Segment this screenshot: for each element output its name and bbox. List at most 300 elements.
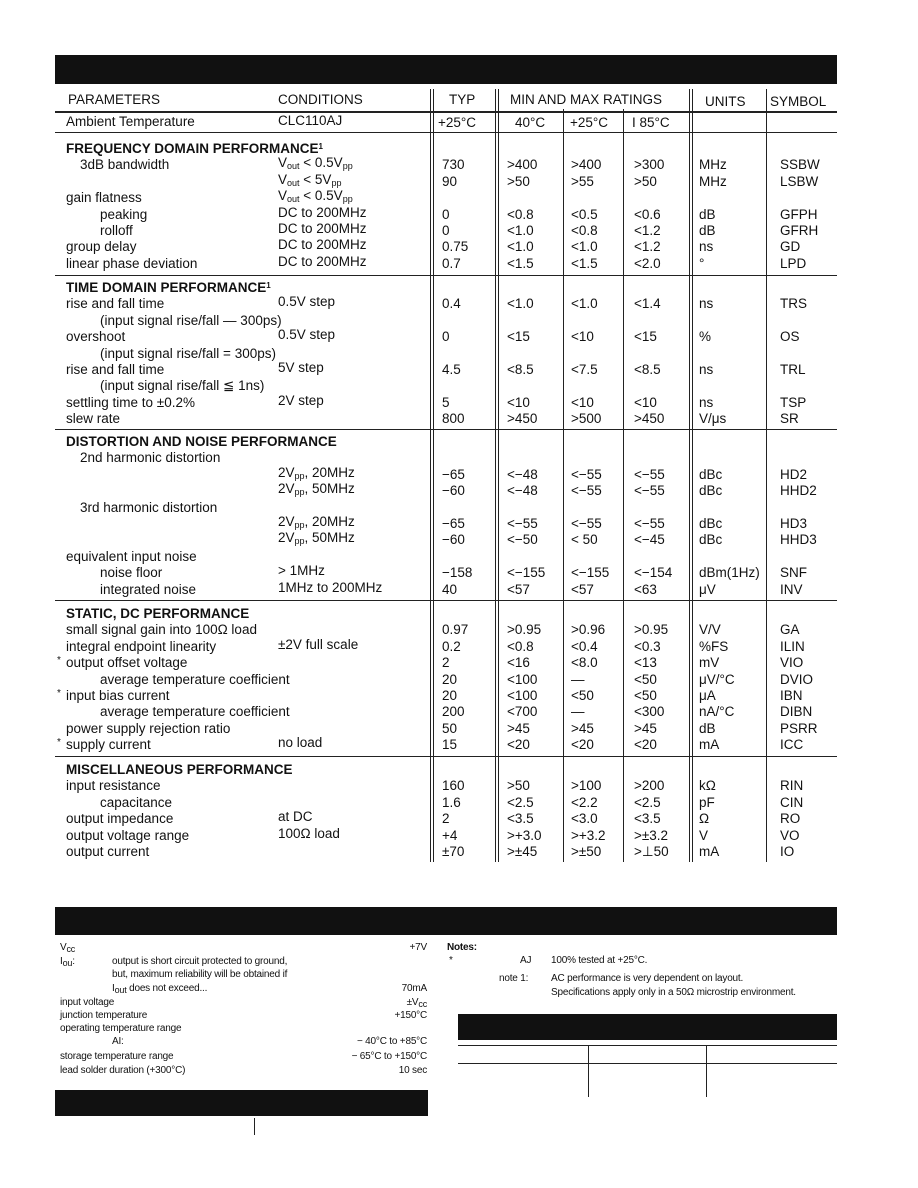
condition-text: $V_{out} < 0.5V_{pp}$ (278, 155, 353, 172)
symbol-code: GD (780, 239, 801, 255)
parameter-label: group delay (66, 239, 137, 255)
min-max-value-hot: <1.2 (634, 239, 661, 255)
min-max-value-cold: >450 (507, 411, 538, 427)
symbol-code: TRS (780, 296, 807, 312)
typ-value: 20 (442, 671, 458, 687)
unit-label: Ω (699, 811, 710, 827)
min-max-value-hot: <20 (634, 737, 657, 753)
min-max-value-room: <−155 (571, 565, 610, 581)
symbol-code: SSBW (780, 157, 820, 173)
typ-value: 200 (442, 704, 465, 720)
footnote-star: * (57, 737, 61, 749)
column-header-conditions: CONDITIONS (278, 92, 363, 107)
parameter-label: supply current (66, 737, 151, 753)
typ-value: 0.97 (442, 622, 469, 638)
parameter-label: output voltage range (66, 827, 190, 843)
section-title: STATIC, DC PERFORMANCE (66, 606, 250, 621)
parameter-label: (input signal rise/fall ≦ 1ns) (100, 378, 265, 394)
min-max-value-cold: <1.5 (507, 255, 534, 271)
min-max-value-cold: <−48 (507, 483, 538, 499)
min-max-value-room: >400 (571, 157, 602, 173)
typ-value: ±70 (442, 844, 465, 859)
absolute-max-header-bar (55, 907, 837, 935)
unit-label: kΩ (699, 778, 716, 794)
unit-label: ns (699, 394, 714, 410)
min-max-value-room: <−55 (571, 516, 602, 531)
parameter-label: linear phase deviation (66, 255, 198, 271)
typ-value: 1.6 (442, 794, 461, 810)
unit-label: MHz (699, 157, 727, 173)
column-divider (623, 109, 624, 862)
min-max-value-cold: <0.8 (507, 206, 534, 222)
parameter-label: gain flatness (66, 190, 142, 206)
parameter-label: 3rd harmonic distortion (80, 499, 218, 515)
parameter-label: power supply rejection ratio (66, 720, 231, 736)
typ-value: 4.5 (442, 362, 461, 377)
min-max-value-hot: <−154 (634, 565, 673, 581)
parameter-label: noise floor (100, 565, 163, 581)
unit-label: %FS (699, 638, 729, 654)
parameter-label: 2nd harmonic distortion (80, 450, 221, 466)
parameter-label: peaking (100, 206, 148, 222)
symbol-code: SR (780, 411, 799, 427)
note1-text-continued: Specifications apply only in a 50Ω microstrip environment. (551, 987, 796, 998)
parameter-label: rise and fall time (66, 362, 165, 377)
section-rule (55, 600, 837, 601)
condition-text: 0.5V step (278, 327, 336, 343)
min-max-value-cold: <8.5 (507, 362, 534, 377)
min-max-value-room: — (571, 671, 585, 687)
min-max-value-hot: <8.5 (634, 362, 661, 377)
min-max-value-cold: <1.0 (507, 239, 534, 255)
symbol-code: DIBN (780, 704, 813, 720)
unit-label: dBc (699, 466, 723, 482)
column-divider (433, 89, 434, 862)
min-max-value-room: < 50 (571, 532, 598, 548)
typ-value: 15 (442, 737, 458, 753)
min-max-value-room: — (571, 704, 585, 720)
ordering-table-divider (588, 1045, 589, 1097)
min-max-value-hot: <0.3 (634, 638, 661, 654)
symbol-code: VO (780, 827, 800, 843)
min-max-value-room: <−55 (571, 483, 602, 499)
notes-star: * (449, 955, 453, 966)
notes-aj-text: 100% tested at +25°C. (551, 955, 648, 966)
section-title: DISTORTION AND NOISE PERFORMANCE (66, 434, 337, 449)
notes-aj-label: AJ (520, 955, 532, 966)
section-title: MISCELLANEOUS PERFORMANCE (66, 762, 293, 777)
typ-value: 2 (442, 655, 450, 671)
min-max-value-hot: <1.2 (634, 223, 661, 238)
min-max-value-hot: <−55 (634, 466, 665, 482)
min-max-value-cold: <20 (507, 737, 530, 753)
condition-text: 2V step (278, 392, 324, 408)
column-divider (563, 109, 564, 862)
symbol-code: HD3 (780, 516, 808, 531)
column-divider (430, 89, 431, 862)
parameter-label: settling time to ±0.2% (66, 394, 195, 410)
column-divider (689, 89, 690, 862)
min-max-value-room: <2.2 (571, 794, 598, 810)
ambient-typ: +25°C (438, 115, 477, 130)
min-max-value-hot: <63 (634, 581, 657, 597)
min-max-value-room: >0.96 (571, 622, 606, 638)
condition-text: $V_{out} < 0.5V_{pp}$ (278, 188, 353, 205)
parameter-label: integrated noise (100, 581, 197, 597)
min-max-value-room: <3.0 (571, 811, 598, 827)
parameter-label: input resistance (66, 778, 161, 794)
condition-text: DC to 200MHz (278, 204, 367, 220)
ordering-table-divider (706, 1045, 707, 1097)
min-max-value-hot: <2.5 (634, 794, 661, 810)
note1-label: note 1: (499, 973, 529, 984)
condition-text: DC to 200MHz (278, 253, 367, 269)
symbol-code: LSBW (780, 173, 819, 189)
typ-value: −60 (442, 532, 465, 548)
min-max-value-cold: <−55 (507, 516, 538, 531)
package-divider (254, 1118, 255, 1135)
typ-value: −60 (442, 483, 465, 499)
column-divider (692, 89, 693, 862)
min-max-value-hot: <300 (634, 704, 665, 720)
symbol-code: TRL (780, 362, 806, 377)
min-max-value-room: <10 (571, 394, 594, 410)
column-divider (766, 89, 767, 862)
symbol-code: HD2 (780, 466, 808, 482)
symbol-code: SNF (780, 565, 807, 581)
min-max-value-room: >100 (571, 778, 602, 794)
min-max-value-hot: >200 (634, 778, 665, 794)
min-max-value-cold: >400 (507, 157, 538, 173)
min-max-value-hot: <13 (634, 655, 657, 671)
parameter-label: rise and fall time (66, 296, 165, 312)
min-max-value-hot: >⊥50 (634, 844, 669, 859)
min-max-value-cold: >45 (507, 720, 530, 736)
condition-text: $2V_{pp}$, 50MHz (278, 481, 355, 498)
section-rule (55, 429, 837, 430)
parameter-label: output offset voltage (66, 655, 188, 671)
symbol-code: CIN (780, 794, 804, 810)
condition-text: $V_{out} < 5V_{pp}$ (278, 171, 342, 188)
iout-description: $I_{out}$ does not exceed... (112, 983, 208, 995)
symbol-code: TSP (780, 394, 807, 410)
typ-value: 160 (442, 778, 465, 794)
parameter-label: average temperature coefficient (100, 671, 290, 687)
min-max-value-cold: <−48 (507, 466, 538, 482)
typ-value: −65 (442, 516, 465, 531)
spec-table-header-bar (55, 55, 837, 84)
unit-label: dBc (699, 483, 723, 499)
unit-label: mA (699, 844, 720, 859)
junction-temperature-value: +150°C (394, 1010, 427, 1021)
symbol-code: GFRH (780, 223, 819, 238)
min-max-value-room: <8.0 (571, 655, 598, 671)
condition-text: at DC (278, 809, 313, 825)
min-max-value-room: <1.0 (571, 296, 598, 312)
ordering-table-rule (458, 1063, 837, 1064)
min-max-value-cold: <3.5 (507, 811, 534, 827)
unit-label: V/μs (699, 411, 727, 427)
ordering-table-rule (458, 1045, 837, 1046)
unit-label: V/V (699, 622, 721, 638)
min-max-value-cold: <16 (507, 655, 530, 671)
min-max-value-room: <10 (571, 329, 594, 345)
symbol-code: INV (780, 581, 803, 597)
package-header-bar (55, 1090, 428, 1116)
notes-title: Notes: (447, 942, 477, 953)
parameter-label: input bias current (66, 688, 170, 703)
min-max-value-hot: <2.0 (634, 255, 661, 271)
column-header-parameters: PARAMETERS (68, 92, 161, 107)
typ-value: 0.7 (442, 255, 461, 271)
typ-value: 0 (442, 329, 450, 345)
min-max-value-hot: <1.4 (634, 296, 661, 312)
column-header-typ: TYP (449, 92, 476, 107)
typ-value: +4 (442, 827, 458, 843)
min-max-value-cold: >50 (507, 778, 530, 794)
min-max-value-cold: <700 (507, 704, 538, 720)
symbol-code: LPD (780, 255, 807, 271)
unit-label: nA/°C (699, 704, 735, 720)
typ-value: −158 (442, 565, 473, 581)
min-max-value-room: >45 (571, 720, 594, 736)
parameter-label: average temperature coefficient (100, 704, 290, 720)
symbol-code: IBN (780, 688, 803, 703)
typ-value: 5 (442, 394, 450, 410)
min-max-value-cold: <−155 (507, 565, 546, 581)
min-max-value-cold: <15 (507, 329, 530, 345)
column-header-min-max: MIN AND MAX RATINGS (510, 92, 663, 107)
typ-value: 0 (442, 223, 450, 238)
unit-label: ° (699, 255, 705, 271)
min-max-value-room: >±50 (571, 844, 602, 859)
min-max-value-cold: <1.0 (507, 223, 534, 238)
typ-value: 800 (442, 411, 465, 427)
min-max-value-hot: <3.5 (634, 811, 661, 827)
ambient-temperature-label: Ambient Temperature (66, 114, 195, 129)
min-max-value-cold: <2.5 (507, 794, 534, 810)
typ-value: 730 (442, 157, 465, 173)
condition-text: $2V_{pp}$, 20MHz (278, 464, 355, 481)
storage-temperature-label: storage temperature range (60, 1051, 174, 1062)
symbol-code: HHD3 (780, 532, 817, 548)
vcc-label: $V_{cc}$ (60, 942, 76, 954)
condition-text: $2V_{pp}$, 20MHz (278, 514, 355, 530)
unit-label: MHz (699, 173, 727, 189)
min-max-value-room: <0.4 (571, 638, 598, 654)
section-title: TIME DOMAIN PERFORMANCE$^1$ (66, 280, 271, 295)
footnote-star: * (57, 655, 61, 667)
unit-label: dBm(1Hz) (699, 565, 760, 581)
min-max-value-hot: <50 (634, 688, 657, 703)
column-header-symbol: SYMBOL (770, 94, 827, 109)
iout-description: but, maximum reliability will be obtained if (112, 969, 288, 980)
operating-temperature-label: operating temperature range (60, 1023, 182, 1034)
parameter-label: equivalent input noise (66, 548, 197, 564)
unit-label: μV (699, 581, 716, 597)
symbol-code: GA (780, 622, 800, 638)
unit-label: dB (699, 720, 716, 736)
iout-value: 70mA (401, 983, 427, 994)
lead-solder-duration-label: lead solder duration (+300°C) (60, 1065, 186, 1076)
condition-text: 1MHz to 200MHz (278, 579, 383, 595)
typ-value: 2 (442, 811, 450, 827)
section-rule (55, 275, 837, 276)
unit-label: dBc (699, 516, 723, 531)
parameter-label: (input signal rise/fall = 300ps) (100, 345, 276, 361)
condition-text: DC to 200MHz (278, 221, 367, 236)
condition-text: $2V_{pp}$, 50MHz (278, 530, 355, 547)
ordering-info-header-bar (458, 1014, 837, 1040)
unit-label: dBc (699, 532, 723, 548)
note1-text: AC performance is very dependent on layout. (551, 973, 744, 984)
min-max-value-hot: >50 (634, 173, 657, 189)
unit-label: % (699, 329, 712, 345)
input-voltage-value: $\pm V_{cc}$ (406, 997, 427, 1009)
min-max-value-room: <−55 (571, 466, 602, 482)
typ-value: 40 (442, 581, 458, 597)
parameter-label: 3dB bandwidth (80, 157, 170, 173)
unit-label: dB (699, 206, 716, 222)
ambient-part-number: CLC110AJ (278, 113, 343, 128)
symbol-code: ILIN (780, 638, 805, 654)
unit-label: mA (699, 737, 720, 753)
min-max-value-hot: >±3.2 (634, 827, 669, 843)
condition-text: DC to 200MHz (278, 237, 367, 253)
parameter-label: output impedance (66, 811, 174, 827)
min-max-value-hot: <10 (634, 394, 657, 410)
min-max-value-cold: <100 (507, 671, 538, 687)
parameter-label: slew rate (66, 411, 121, 427)
lead-solder-duration-value: 10 sec (398, 1065, 427, 1076)
min-max-value-cold: <57 (507, 581, 530, 597)
min-max-value-cold: >50 (507, 173, 530, 189)
min-max-value-room: >+3.2 (571, 827, 606, 843)
table-rule (55, 111, 837, 113)
symbol-code: OS (780, 329, 800, 345)
parameter-label: rolloff (100, 223, 133, 238)
unit-label: μV/°C (699, 671, 735, 687)
min-max-value-room: <50 (571, 688, 594, 703)
symbol-code: VIO (780, 655, 804, 671)
min-max-value-hot: >0.95 (634, 622, 669, 638)
min-max-value-cold: >+3.0 (507, 827, 542, 843)
min-max-value-cold: <−50 (507, 532, 538, 548)
vcc-value: +7V (409, 942, 427, 953)
min-max-value-hot: <50 (634, 671, 657, 687)
ambient-temp-min: 40°C (515, 115, 546, 130)
symbol-code: ICC (780, 737, 804, 753)
min-max-value-room: <20 (571, 737, 594, 753)
section-rule (55, 756, 837, 757)
min-max-value-cold: >±45 (507, 844, 538, 859)
min-max-value-hot: <−45 (634, 532, 665, 548)
min-max-value-room: <7.5 (571, 362, 598, 377)
parameter-label: small signal gain into 100Ω load (66, 622, 257, 638)
min-max-value-room: <1.5 (571, 255, 598, 271)
min-max-value-cold: <100 (507, 688, 538, 703)
table-rule (55, 132, 837, 133)
column-divider (495, 89, 496, 862)
parameter-label: integral endpoint linearity (66, 638, 217, 654)
condition-text: 0.5V step (278, 294, 336, 310)
symbol-code: PSRR (780, 720, 818, 736)
min-max-value-cold: <1.0 (507, 296, 534, 312)
min-max-value-hot: <−55 (634, 483, 665, 499)
min-max-value-room: <1.0 (571, 239, 598, 255)
typ-value: 20 (442, 688, 458, 703)
column-header-units: UNITS (705, 94, 746, 109)
typ-value: 90 (442, 173, 458, 189)
input-voltage-label: input voltage (60, 997, 115, 1008)
symbol-code: RIN (780, 778, 804, 794)
unit-label: ns (699, 362, 714, 377)
min-max-value-hot: >45 (634, 720, 657, 736)
min-max-value-room: <0.5 (571, 206, 598, 222)
min-max-value-hot: >300 (634, 157, 665, 173)
parameter-label: overshoot (66, 329, 126, 345)
symbol-code: HHD2 (780, 483, 817, 499)
unit-label: pF (699, 794, 715, 810)
condition-text: > 1MHz (278, 563, 325, 579)
min-max-value-cold: <0.8 (507, 638, 534, 654)
ambient-temp-nominal: +25°C (570, 115, 609, 130)
typ-value: 0.75 (442, 239, 469, 255)
condition-text: ±2V full scale (278, 636, 359, 652)
symbol-code: RO (780, 811, 801, 827)
footnote-star: * (57, 688, 61, 699)
typ-value: 0.2 (442, 638, 461, 654)
ambient-temp-max: I 85°C (632, 115, 670, 130)
iout-label: $I_{ou}$: (60, 956, 75, 968)
min-max-value-cold: <10 (507, 394, 530, 410)
min-max-value-hot: <−55 (634, 516, 665, 531)
column-divider (498, 89, 499, 862)
min-max-value-hot: <0.6 (634, 206, 661, 222)
typ-value: −65 (442, 466, 465, 482)
min-max-value-hot: <15 (634, 329, 657, 345)
operating-range-value: − 40°C to +85°C (356, 1036, 427, 1047)
typ-value: 50 (442, 720, 458, 736)
unit-label: ns (699, 296, 714, 312)
symbol-code: GFPH (780, 206, 818, 222)
unit-label: mV (699, 655, 720, 671)
min-max-value-room: >500 (571, 411, 602, 427)
unit-label: μA (699, 688, 716, 703)
min-max-value-room: <0.8 (571, 223, 598, 238)
section-title: FREQUENCY DOMAIN PERFORMANCE$^1$ (66, 141, 323, 156)
parameter-label: capacitance (100, 794, 173, 810)
symbol-code: DVIO (780, 671, 814, 687)
unit-label: ns (699, 239, 714, 255)
condition-text: 5V step (278, 360, 324, 375)
min-max-value-hot: >450 (634, 411, 665, 427)
storage-temperature-value: − 65°C to +150°C (351, 1051, 427, 1062)
operating-range-grade: AI: (112, 1036, 124, 1047)
symbol-code: IO (780, 844, 795, 859)
unit-label: V (699, 827, 709, 843)
min-max-value-room: <57 (571, 581, 594, 597)
parameter-label: (input signal rise/fall — 300ps) (100, 312, 282, 328)
parameter-label: output current (66, 844, 150, 859)
unit-label: dB (699, 223, 716, 238)
min-max-value-room: >55 (571, 173, 594, 189)
junction-temperature-label: junction temperature (60, 1010, 148, 1021)
min-max-value-cold: >0.95 (507, 622, 542, 638)
typ-value: 0 (442, 206, 450, 222)
condition-text: 100Ω load (278, 825, 340, 841)
typ-value: 0.4 (442, 296, 461, 312)
